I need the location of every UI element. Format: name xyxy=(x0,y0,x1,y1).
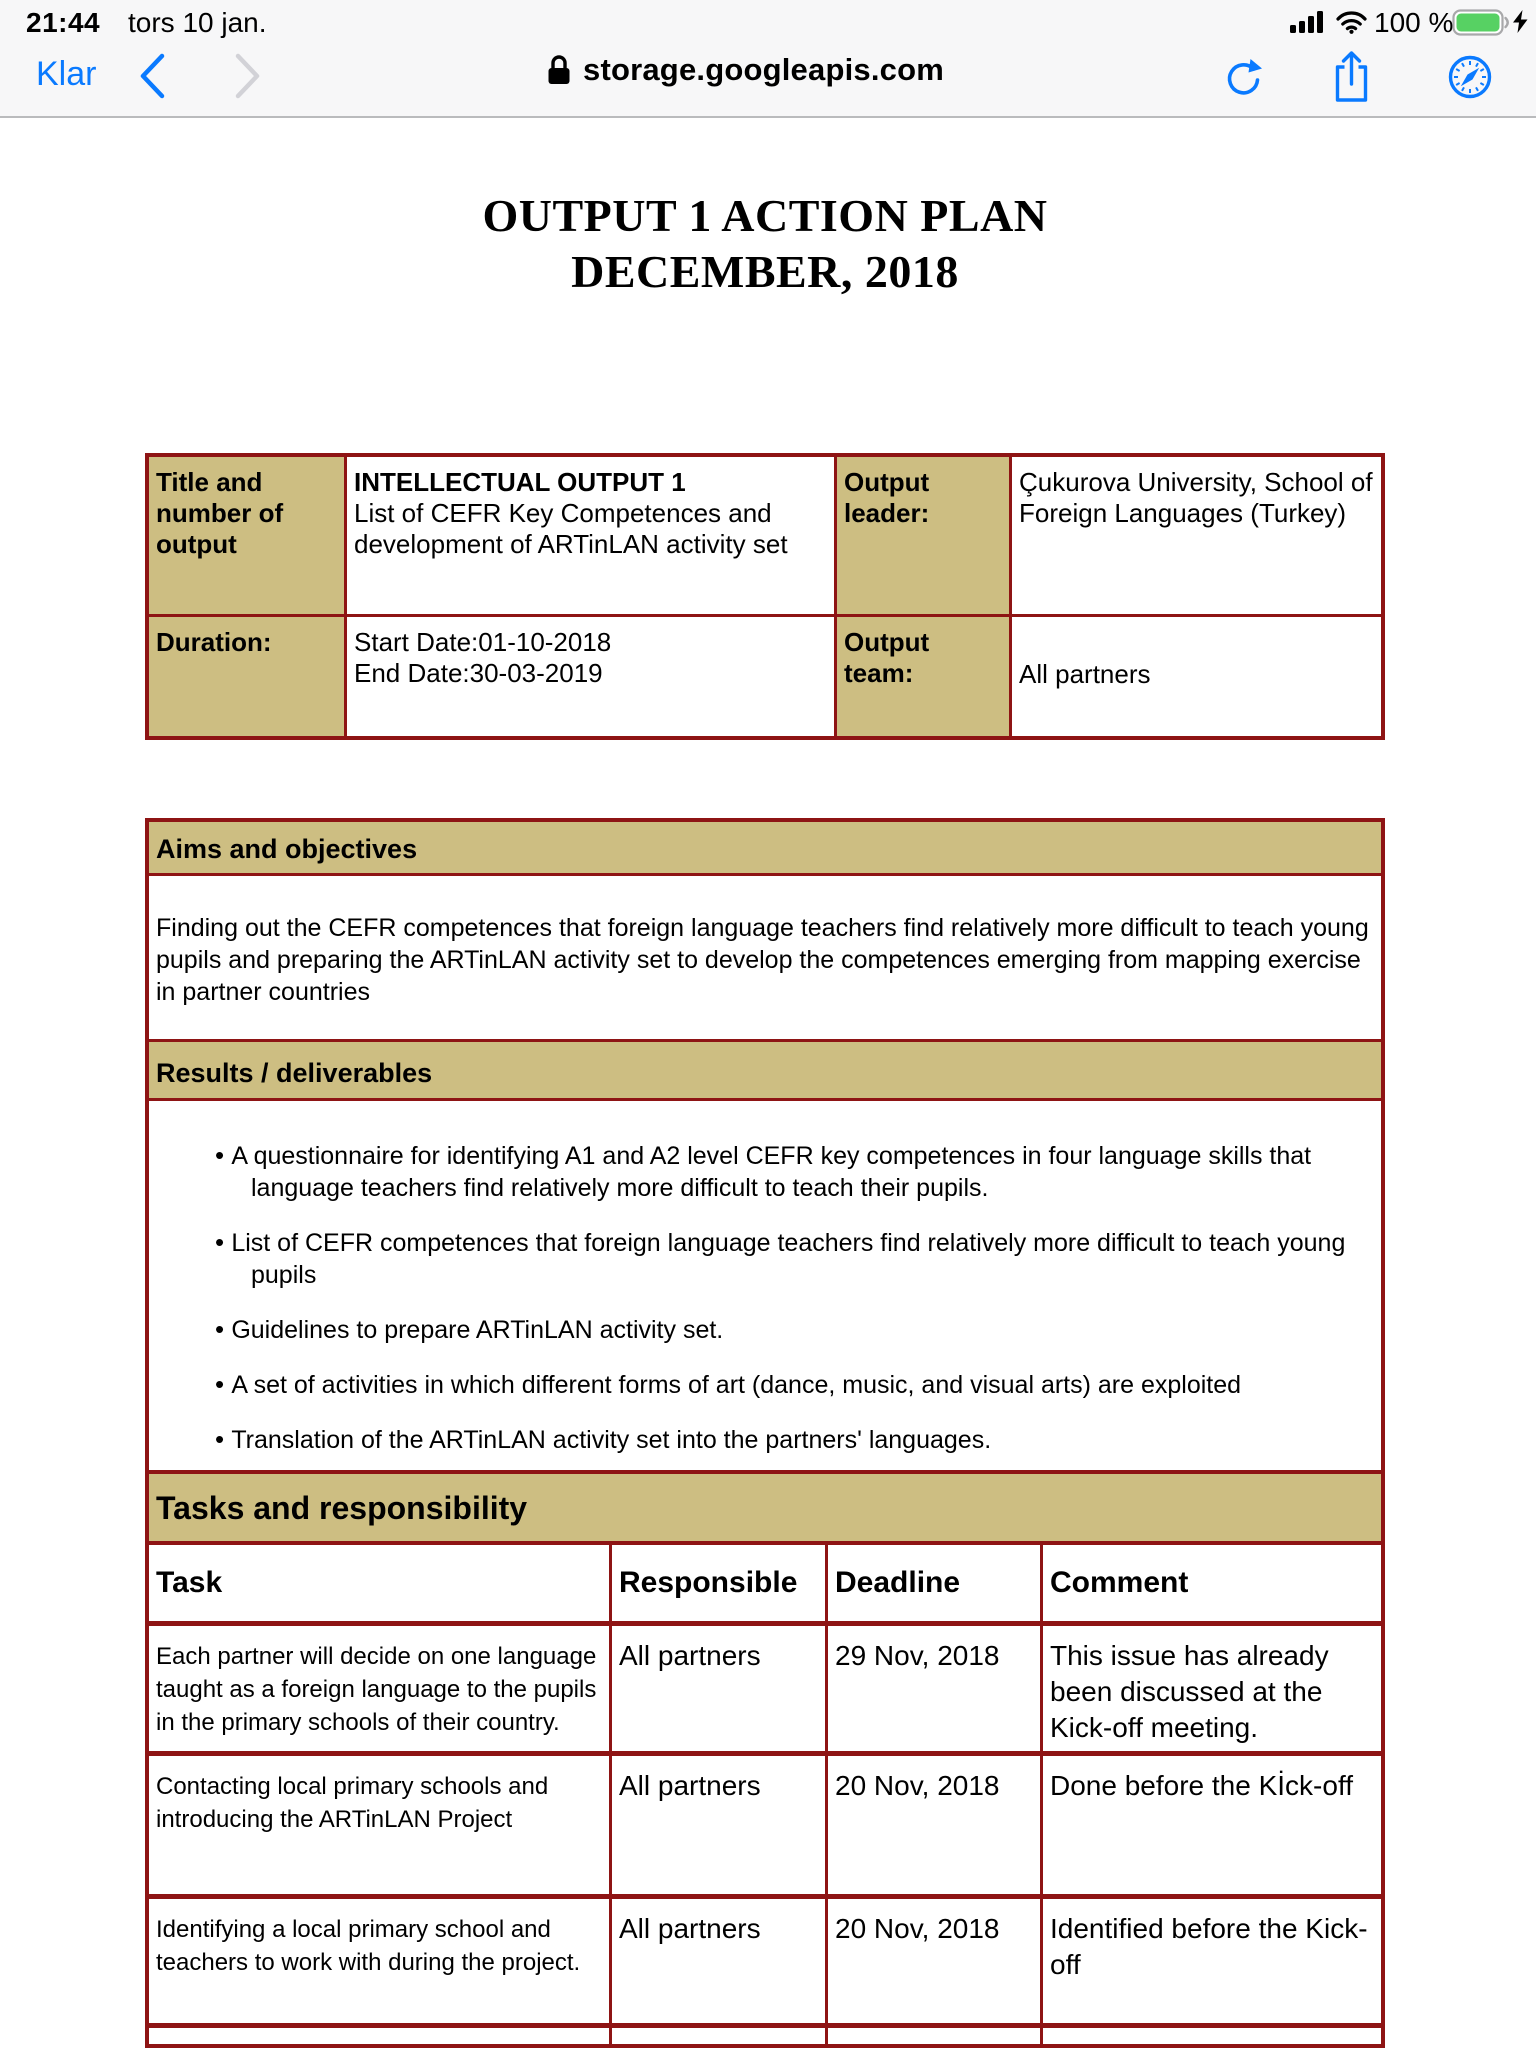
info-label-title-number: Title and number of output xyxy=(149,457,344,614)
wifi-icon xyxy=(1336,11,1367,34)
aims-body-text: Finding out the CEFR competences that foreign language teachers find relatively more difficult to teach young pupils and preparing the ARTinLAN activity set to develop the competences emerging from mapping exercise in partner countries xyxy=(156,914,1369,1006)
end-date: End Date:30-03-2019 xyxy=(354,658,603,688)
list-item: • List of CEFR competences that foreign language teachers find relatively more difficult to teach young pupils xyxy=(149,1226,1371,1291)
info-value-output-team: All partners xyxy=(1009,614,1381,736)
done-button[interactable]: Klar xyxy=(36,55,97,93)
status-time: 21:44 xyxy=(26,7,101,38)
url-text: storage.googleapis.com xyxy=(583,52,944,87)
output-name: INTELLECTUAL OUTPUT 1 xyxy=(354,467,686,497)
back-chevron-icon[interactable] xyxy=(137,52,167,100)
list-item: • Guidelines to prepare ARTinLAN activity set. xyxy=(149,1313,1371,1346)
cellular-signal-icon xyxy=(1290,11,1326,33)
results-bullet-list xyxy=(149,1101,1381,1474)
status-date: tors 10 jan. xyxy=(128,7,267,38)
task-responsible: All partners xyxy=(609,1621,825,1751)
column-header-responsible: Responsible xyxy=(609,1545,825,1621)
aims-results-table xyxy=(145,818,1385,1478)
reload-icon[interactable] xyxy=(1223,56,1265,100)
browser-chrome xyxy=(0,0,1536,118)
lock-icon xyxy=(546,54,572,86)
tasks-column-header-row xyxy=(149,1545,1381,1621)
task-comment xyxy=(1040,2023,1381,2048)
info-label-output-team: Output team: xyxy=(834,614,1009,736)
column-header-deadline: Deadline xyxy=(825,1545,1040,1621)
task-text xyxy=(149,2023,609,2048)
task-text: Contacting local primary schools and introducing the ARTinLAN Project xyxy=(149,1751,609,1894)
battery-percentage: 100 % xyxy=(1374,7,1454,38)
task-deadline: 29 Nov, 2018 xyxy=(825,1621,1040,1751)
task-deadline: 20 Nov, 2018 xyxy=(825,1751,1040,1894)
share-icon[interactable] xyxy=(1329,48,1374,105)
table-row xyxy=(149,457,1381,614)
output-description: List of CEFR Key Competences and development of ARTinLAN activity set xyxy=(354,498,788,559)
document-title-line1: OUTPUT 1 ACTION PLAN xyxy=(482,190,1048,241)
task-responsible: All partners xyxy=(609,1751,825,1894)
task-comment: This issue has already been discussed at the Kick-off meeting. xyxy=(1040,1621,1381,1751)
column-header-task: Task xyxy=(156,1566,223,1599)
table-row xyxy=(149,1751,1381,1894)
safari-compass-icon[interactable] xyxy=(1446,53,1494,101)
info-label-duration: Duration: xyxy=(149,614,344,736)
battery-icon xyxy=(1452,9,1510,36)
list-item: • A questionnaire for identifying A1 and A2 level CEFR key competences in four language skills that language teachers find relatively more difficult to teach their pupils. xyxy=(149,1139,1371,1204)
forward-chevron-icon[interactable] xyxy=(233,52,263,100)
info-value-duration xyxy=(344,614,834,736)
results-header: Results / deliverables xyxy=(149,1039,1381,1101)
address-bar[interactable] xyxy=(546,52,944,88)
table-row xyxy=(149,2023,1381,2048)
task-text: Each partner will decide on one language taught as a foreign language to the pupils in the primary schools of their country. xyxy=(149,1621,609,1751)
output-info-table xyxy=(145,453,1385,740)
list-item: • A set of activities in which different forms of art (dance, music, and visual arts) are exploited xyxy=(149,1368,1371,1401)
task-responsible xyxy=(609,2023,825,2048)
aims-header: Aims and objectives xyxy=(149,822,1381,876)
charging-bolt-icon xyxy=(1513,10,1528,33)
start-date: Start Date:01-10-2018 xyxy=(354,627,612,657)
task-comment: Identified before the Kick-off xyxy=(1040,1894,1381,2023)
table-row xyxy=(149,1621,1381,1751)
tasks-table xyxy=(145,1470,1385,2048)
task-comment: Done before the Kİck-off xyxy=(1040,1751,1381,1894)
table-row xyxy=(149,614,1381,736)
table-row xyxy=(149,1894,1381,2023)
info-value-output-leader: Çukurova University, School of Foreign Languages (Turkey) xyxy=(1009,457,1381,614)
info-value-output xyxy=(344,457,834,614)
column-header-comment: Comment xyxy=(1040,1545,1381,1621)
list-item: • Translation of the ARTinLAN activity set into the partners' languages. xyxy=(149,1423,1371,1456)
task-responsible: All partners xyxy=(609,1894,825,2023)
document-title-line2: DECEMBER, 2018 xyxy=(571,246,959,297)
task-text: Identifying a local primary school and teachers to work with during the project. xyxy=(149,1894,609,2023)
task-deadline: 20 Nov, 2018 xyxy=(825,1894,1040,2023)
task-deadline xyxy=(825,2023,1040,2048)
info-label-output-leader: Output leader: xyxy=(834,457,1009,614)
tasks-header: Tasks and responsibility xyxy=(149,1474,1381,1545)
